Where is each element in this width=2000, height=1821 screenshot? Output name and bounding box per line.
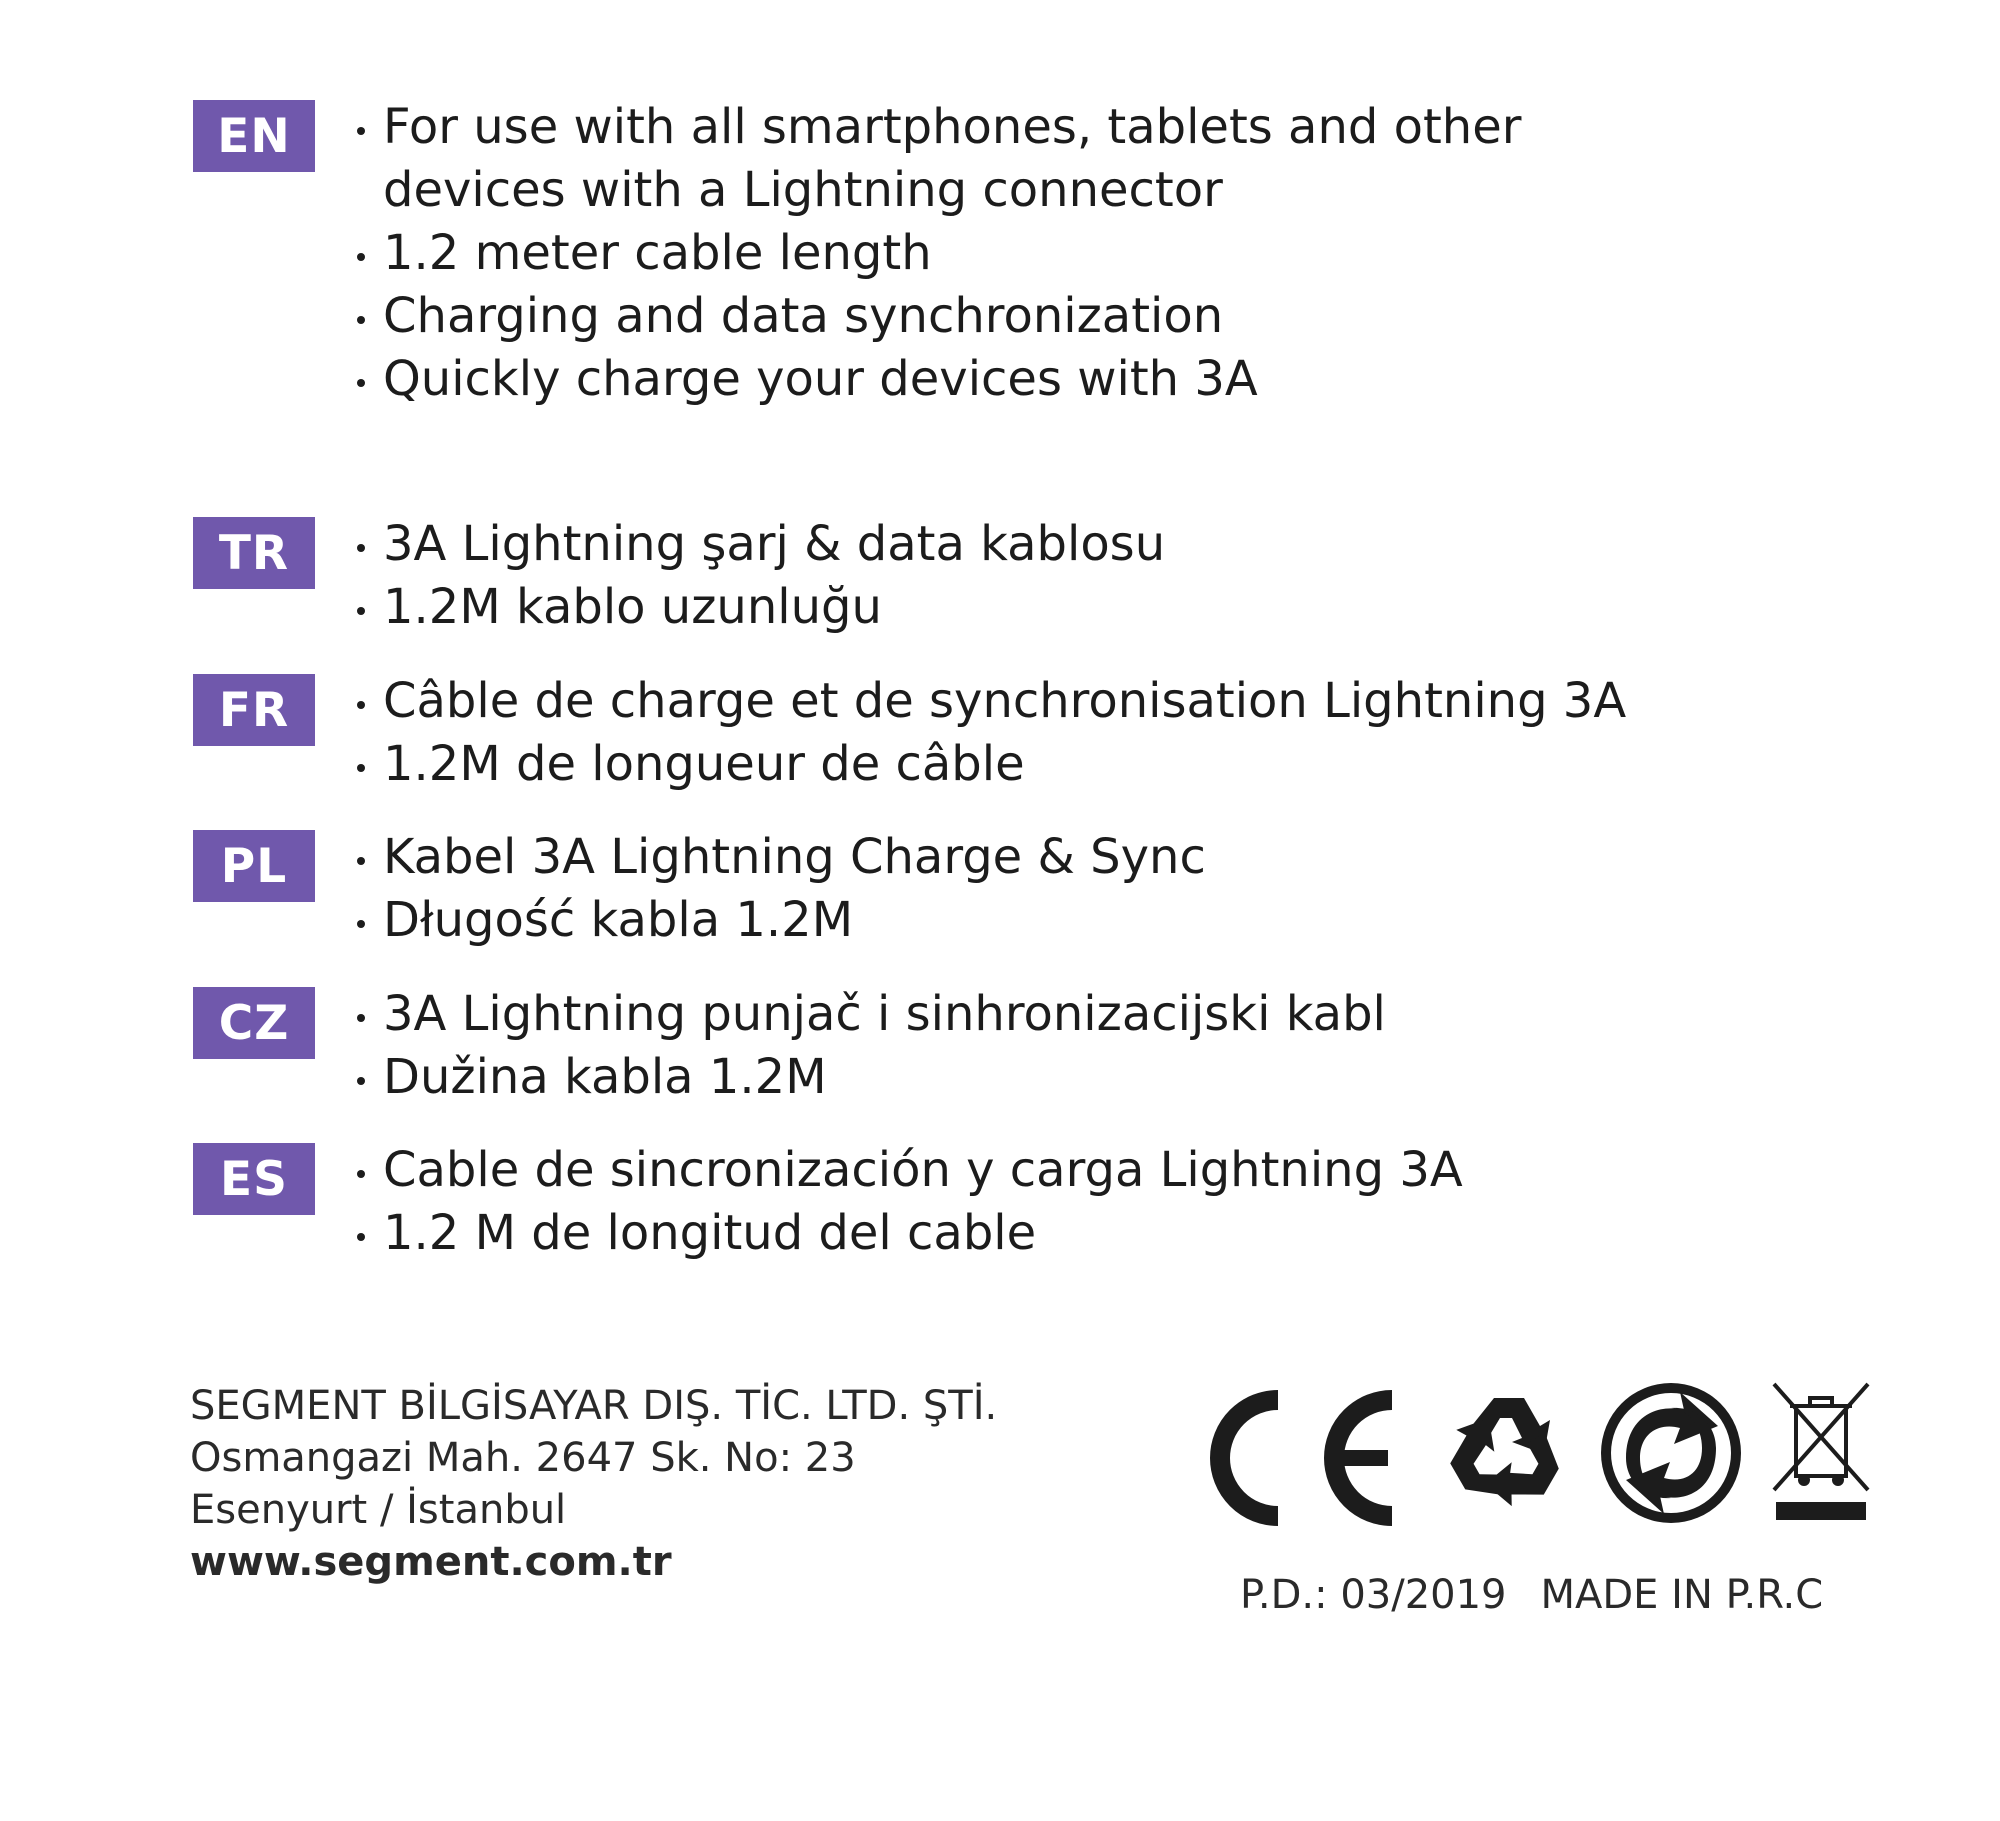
feature-item: Charging and data synchronization [355, 285, 1521, 348]
feature-list [355, 96, 1521, 411]
ce-mark-icon [1200, 1378, 1400, 1538]
recycle-icon [1436, 1380, 1576, 1520]
company-info [190, 1380, 997, 1588]
country-of-origin: MADE IN P.R.C [1540, 1572, 1824, 1618]
feature-item: Długość kabla 1.2M [355, 889, 1206, 952]
feature-item: Câble de charge et de synchronisation Lightning 3A [355, 670, 1626, 733]
green-dot-icon [1596, 1378, 1746, 1528]
feature-item: 3A Lightning punjač i sinhronizacijski kabl [355, 983, 1386, 1046]
company-city: Esenyurt / İstanbul [190, 1487, 567, 1533]
feature-item: 3A Lightning şarj & data kablosu [355, 513, 1165, 576]
feature-item: For use with all smartphones, tablets and other devices with a Lightning connector [355, 96, 1521, 222]
feature-item: 1.2M kablo uzunluğu [355, 576, 1165, 639]
company-name: SEGMENT BİLGİSAYAR DIŞ. TİC. LTD. ŞTİ. [190, 1383, 998, 1429]
feature-item: Dužina kabla 1.2M [355, 1046, 1386, 1109]
language-badge: FR [193, 674, 315, 746]
feature-list [355, 513, 1165, 639]
production-date: P.D.: 03/2019 [1240, 1572, 1507, 1618]
feature-item: 1.2 M de longitud del cable [355, 1202, 1463, 1265]
feature-item: 1.2 meter cable length [355, 222, 1521, 285]
feature-list [355, 1139, 1463, 1265]
company-address: Osmangazi Mah. 2647 Sk. No: 23 [190, 1435, 856, 1481]
feature-item: Kabel 3A Lightning Charge & Sync [355, 826, 1206, 889]
language-badge: ES [193, 1143, 315, 1215]
feature-item: Cable de sincronización y carga Lightning 3A [355, 1139, 1463, 1202]
feature-item: Quickly charge your devices with 3A [355, 348, 1521, 411]
feature-list [355, 983, 1386, 1109]
feature-list [355, 826, 1206, 952]
production-info [1240, 1570, 1823, 1620]
certification-marks [1200, 1378, 1880, 1538]
language-badge: PL [193, 830, 315, 902]
feature-item: 1.2M de longueur de câble [355, 733, 1626, 796]
language-badge: EN [193, 100, 315, 172]
feature-list [355, 670, 1626, 796]
language-badge: CZ [193, 987, 315, 1059]
company-website: www.segment.com.tr [190, 1539, 672, 1585]
weee-bin-icon [1766, 1378, 1876, 1528]
language-badge: TR [193, 517, 315, 589]
